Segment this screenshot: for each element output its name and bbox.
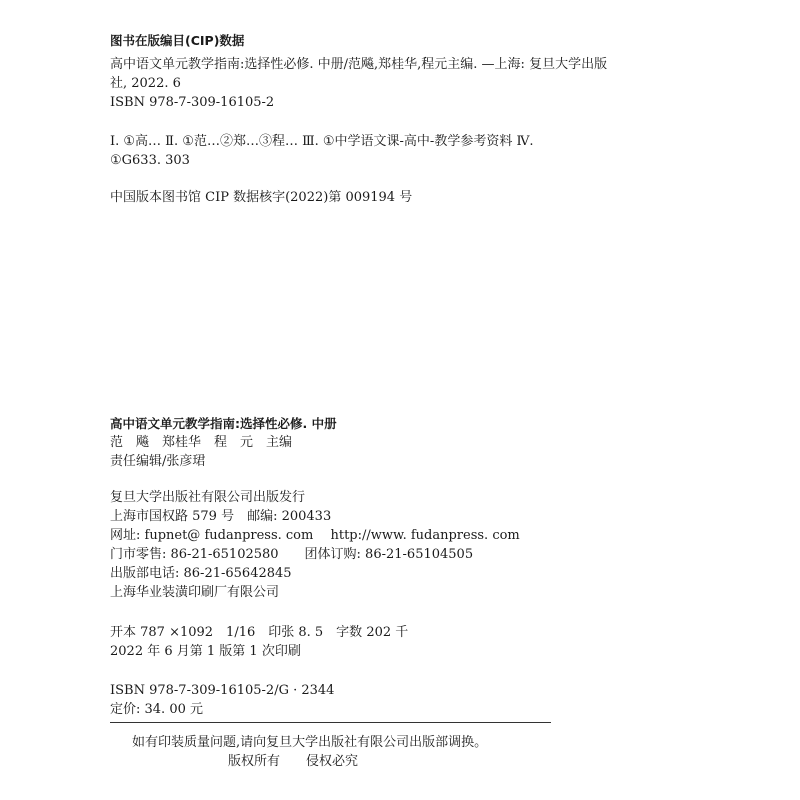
- responsible-editor: 责任编辑/张彦珺: [110, 454, 206, 469]
- isbn-full: ISBN 978-7-309-16105-2/G · 2344: [110, 683, 335, 698]
- publisher-name: 复旦大学出版社有限公司出版发行: [110, 490, 306, 505]
- publisher-dept-phone: 出版部电话: 86-21-65642845: [110, 566, 292, 581]
- cip-heading: 图书在版编目(CIP)数据: [110, 33, 245, 48]
- price: 定价: 34. 00 元: [110, 702, 203, 717]
- publisher-address: 上海市国权路 579 号 邮编: 200433: [110, 509, 332, 524]
- edition-info: 2022 年 6 月第 1 版第 1 次印刷: [110, 644, 301, 659]
- divider-line: [110, 722, 551, 723]
- publisher-web: 网址: fupnet@ fudanpress. com http://www. fudanpress. com: [110, 528, 520, 543]
- cip-classification-1: Ⅰ. ①高… Ⅱ. ①范…②郑…③程… Ⅲ. ①中学语文课-高中-教学参考资料 Ⅳ.: [110, 134, 534, 149]
- publisher-retail: 门市零售: 86-21-65102580 团体订购: 86-21-65104505: [110, 547, 474, 562]
- book-title: 高中语文单元教学指南:选择性必修. 中册: [110, 416, 337, 431]
- cip-isbn: ISBN 978-7-309-16105-2: [110, 95, 275, 110]
- cip-line-2: 社, 2022. 6: [110, 76, 181, 91]
- format-specs: 开本 787 ×1092 1/16 印张 8. 5 字数 202 千: [110, 625, 409, 640]
- cip-classification-2: ①G633. 303: [110, 153, 190, 168]
- quality-notice: 如有印装质量问题,请向复旦大学出版社有限公司出版部调换。: [132, 735, 488, 750]
- printer: 上海华业装潢印刷厂有限公司: [110, 585, 280, 600]
- cip-line-1: 高中语文单元教学指南:选择性必修. 中册/范飚,郑桂华,程元主编. —上海: 复旦大学出版: [110, 57, 608, 72]
- book-editors: 范 飚 郑桂华 程 元 主编: [110, 435, 293, 450]
- cip-number: 中国版本图书馆 CIP 数据核字(2022)第 009194 号: [110, 190, 413, 205]
- copyright-notice: 版权所有 侵权必究: [228, 754, 359, 769]
